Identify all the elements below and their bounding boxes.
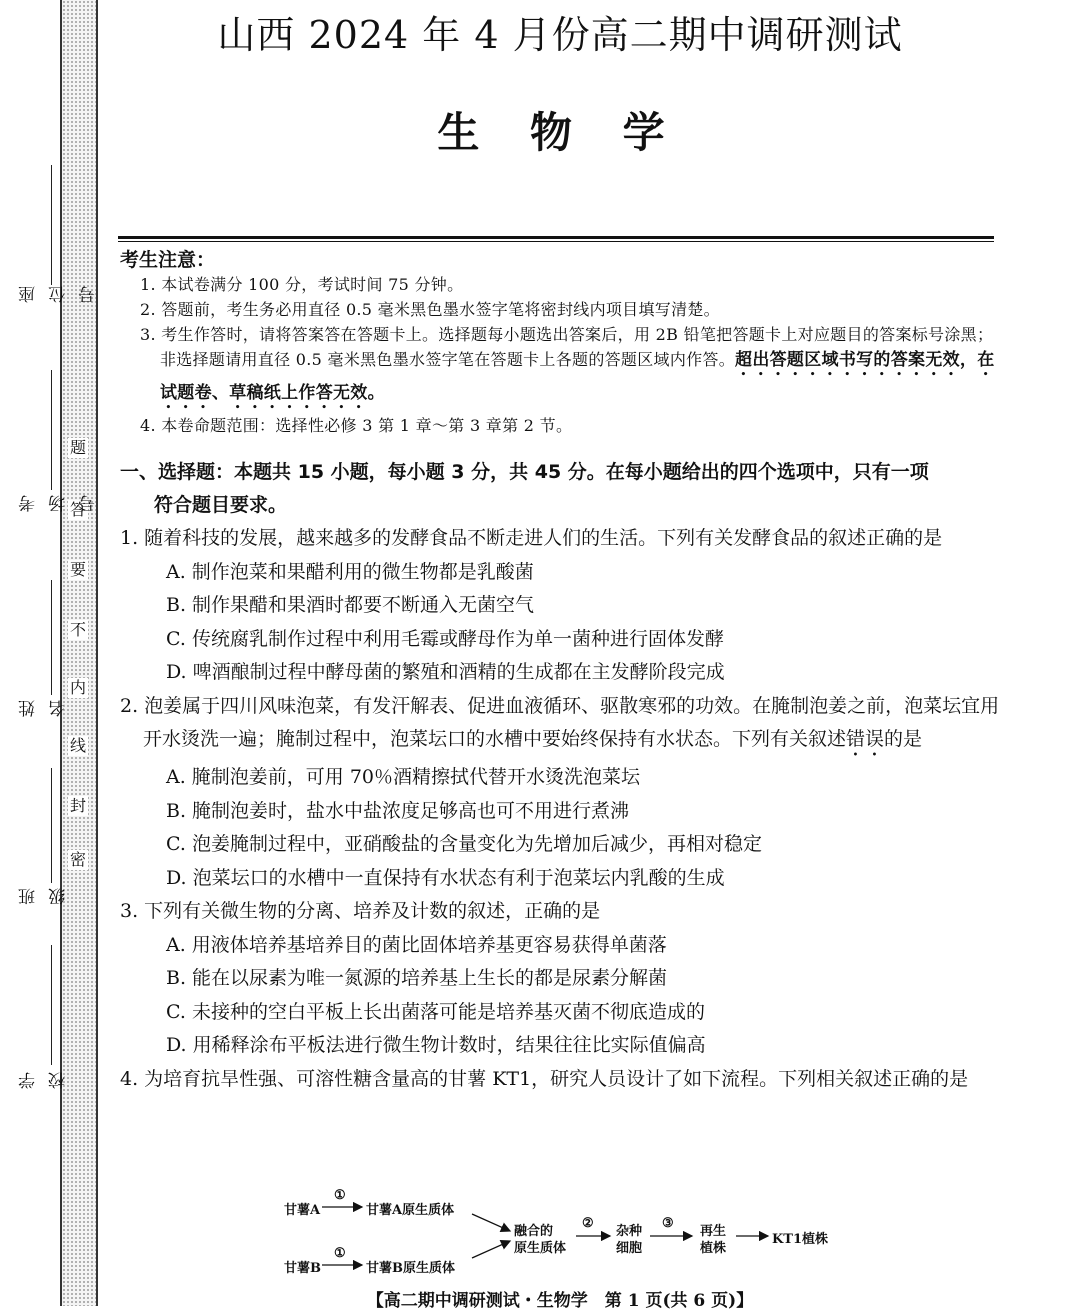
seal-char: 不 (69, 620, 86, 639)
step-1-label: ① (334, 1188, 346, 1203)
question-stem-text: 2. 泡姜属于四川风味泡菜，有发汗解表、促进血液循环、驱散寒邪的功效。在腌制泡姜之前，泡菜坛宜用开水烫洗一遍；腌制过程中，泡菜坛口的水槽中要始终保持有水状态。下列有关叙述 (120, 694, 1000, 750)
arrow-a-to-fused (472, 1214, 510, 1231)
page-footer: 【高二期中调研测试・生物学 第 1 页(共 6 页)】 (366, 1291, 754, 1311)
option: B. 制作果醋和果酒时都要不断通入无菌空气 (166, 594, 535, 616)
section-heading (120, 456, 1000, 522)
notice-item: 4. 本卷命题范围：选择性必修 3 第 1 章～第 3 章第 2 节。 (140, 416, 573, 435)
question-stem (120, 690, 1000, 762)
seal-char: 内 (69, 678, 86, 697)
exam-title: 山西 2024 年 4 月份高二期中调研测试 (217, 13, 903, 57)
node-fused-line1: 融合的 (514, 1224, 554, 1239)
fusion-flowchart (280, 1186, 840, 1278)
notice-emphasis: 超出答题区域书写的答案无效，在试题卷、草稿纸上作答无效。 (160, 350, 995, 403)
step-3-label: ③ (662, 1216, 674, 1231)
node-fused-line2: 原生质体 (514, 1241, 567, 1256)
exam-room-line (51, 370, 52, 490)
class-line (51, 768, 52, 883)
seal-char: 题 (69, 438, 86, 457)
exam-room-label: 考场号 (19, 495, 99, 512)
question-stem: 1. 随着科技的发展，越来越多的发酵食品不断走进人们的生活。下列有关发酵食品的叙述正确的是 (120, 527, 943, 549)
node-kt1-plant: KT1植株 (772, 1232, 829, 1247)
name-label: 姓名 (19, 700, 69, 717)
step-2-label: ② (582, 1216, 594, 1231)
class-label: 班级 (19, 888, 69, 905)
section-heading-line: 一、选择题：本题共 15 小题，每小题 3 分，共 45 分。在每小题给出的四个选项中，只有一项 (120, 461, 929, 483)
candidate-notice (120, 248, 1000, 438)
question-list (120, 522, 1000, 1096)
header-rule-thin (118, 241, 994, 242)
step-1-label: ① (334, 1246, 346, 1261)
notice-heading: 考生注意： (120, 249, 216, 271)
node-hybrid-line2: 细胞 (616, 1241, 643, 1256)
option: C. 泡姜腌制过程中，亚硝酸盐的含量变化为先增加后减少，再相对稳定 (166, 833, 762, 855)
seal-char: 答 (69, 500, 86, 519)
seal-margin-strip (60, 0, 98, 1306)
node-hybrid-line1: 杂种 (616, 1224, 643, 1239)
option: A. 腌制泡姜前，可用 70％酒精擦拭代替开水烫洗泡菜坛 (166, 766, 641, 788)
notice-item: 1. 本试卷满分 100 分，考试时间 75 分钟。 (140, 275, 464, 294)
node-sweetpotato-b: 甘薯B (284, 1261, 321, 1276)
notice-item: 2. 答题前，考生务必用直径 0.5 毫米黑色墨水签字笔将密封线内项目填写清楚。 (140, 300, 720, 319)
seat-number-label: 座位号 (19, 286, 99, 303)
school-label: 学校 (19, 1072, 69, 1089)
seal-char: 线 (69, 736, 86, 755)
node-regen-line2: 植株 (700, 1241, 727, 1256)
option: D. 啤酒酿制过程中酵母菌的繁殖和酒精的生成都在主发酵阶段完成 (166, 661, 725, 683)
question-stem: 3. 下列有关微生物的分离、培养及计数的叙述，正确的是 (120, 900, 601, 922)
flowchart-arrows (280, 1186, 840, 1278)
node-regen-line1: 再生 (700, 1224, 727, 1239)
node-a-protoplast: 甘薯A原生质体 (366, 1203, 455, 1218)
notice-item-text: 3. 考生作答时，请将答案答在答题卡上。选择题每小题选出答案后，用 2B 铅笔把答题卡上对应题目的答案标号涂黑；非选择题请用直径 0.5 毫米黑色墨水签字笔在答题卡上各题的答题区域内作答。 (140, 325, 994, 369)
seat-number-line (51, 165, 52, 285)
option: C. 传统腐乳制作过程中利用毛霉或酵母作为单一菌种进行固体发酵 (166, 627, 724, 650)
question-stem: 4. 为培育抗旱性强、可溶性糖含量高的甘薯 KT1，研究人员设计了如下流程。下列相关叙述正确的是 (120, 1067, 969, 1090)
arrow-b-to-fused (472, 1241, 510, 1258)
node-b-protoplast: 甘薯B原生质体 (366, 1261, 455, 1276)
section-heading-line: 符合题目要求。 (154, 494, 288, 516)
option: A. 用液体培养基培养目的菌比固体培养基更容易获得单菌落 (166, 933, 667, 956)
node-sweetpotato-a: 甘薯A (284, 1203, 321, 1218)
option: A. 制作泡菜和果醋利用的微生物都是乳酸菌 (166, 560, 534, 583)
seal-char: 封 (69, 796, 86, 815)
option: D. 泡菜坛口的水槽中一直保持有水状态有利于泡菜坛内乳酸的生成 (166, 866, 725, 889)
question-emphasis: 错误 (846, 728, 885, 750)
subject-title: 生 物 学 (437, 108, 683, 157)
school-line (51, 945, 52, 1065)
seal-char: 密 (69, 850, 86, 869)
option: D. 用稀释涂布平板法进行微生物计数时，结果往往比实际值偏高 (166, 1034, 706, 1056)
name-line (51, 580, 52, 695)
option: B. 腌制泡姜时，盐水中盐浓度足够高也可不用进行煮沸 (166, 799, 630, 822)
option: B. 能在以尿素为唯一氮源的培养基上生长的都是尿素分解菌 (166, 967, 668, 989)
notice-item (120, 322, 1000, 413)
question-stem-tail: 的是 (884, 728, 923, 750)
seal-char: 要 (69, 560, 86, 579)
header-rule-thick (118, 236, 994, 239)
option: C. 未接种的空白平板上长出菌落可能是培养基灭菌不彻底造成的 (166, 1000, 705, 1023)
